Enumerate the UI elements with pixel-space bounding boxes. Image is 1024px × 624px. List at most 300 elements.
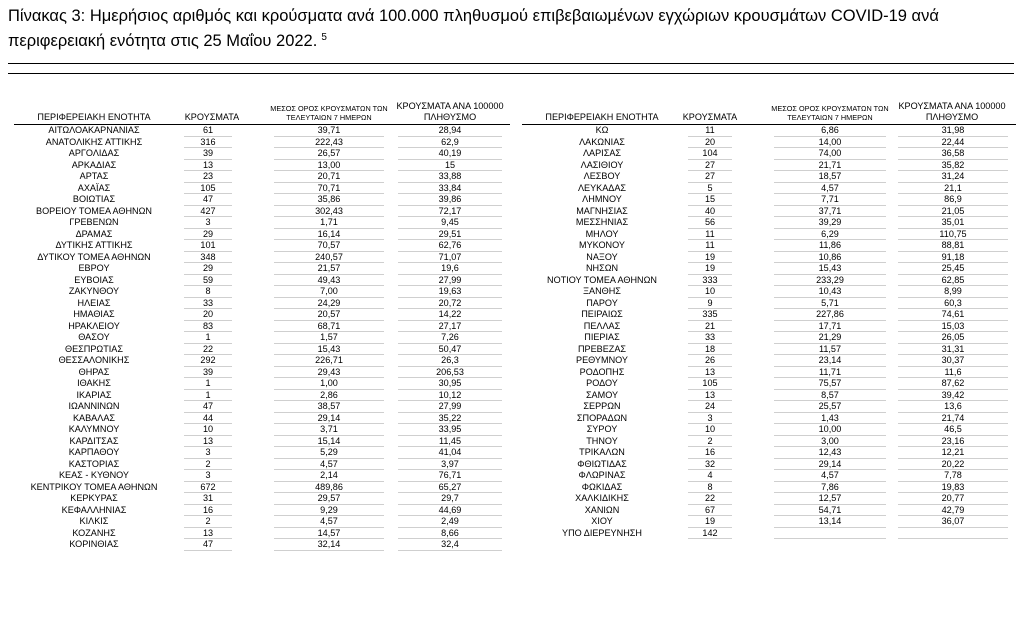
cell-per100k: 62,85 <box>941 274 965 285</box>
cell-per100k: 3,97 <box>441 458 459 469</box>
cell-per100k: 29,51 <box>438 228 462 239</box>
cell-avg7: 70,57 <box>317 240 341 250</box>
header-region: ΠΕΡΙΦΕΡΕΙΑΚΗ ΕΝΟΤΗΤΑ <box>545 111 659 122</box>
cell-cases: 13 <box>704 366 716 377</box>
table-row <box>0 240 516 252</box>
cell-cases: 316 <box>200 136 216 147</box>
cell-region: ΚΑΒΑΛΑΣ <box>72 412 116 423</box>
cell-region: ΧΙΟΥ <box>591 516 613 526</box>
cell-avg7: 10,00 <box>818 424 842 434</box>
cell-region: ΑΧΑΪΑΣ <box>77 182 111 193</box>
table-row <box>512 390 1024 402</box>
cell-per100k: 41,04 <box>438 447 462 457</box>
table-row <box>512 344 1024 356</box>
cell-avg7: 7,00 <box>320 286 338 296</box>
cell-cases: 105 <box>200 182 216 193</box>
table-row <box>512 252 1024 264</box>
table-row <box>0 447 516 459</box>
cell-region: ΠΙΕΡΙΑΣ <box>584 332 620 342</box>
cell-per100k: 8,99 <box>944 286 962 296</box>
cell-region: ΣΠΟΡΑΔΩΝ <box>576 412 628 423</box>
cell-region: ΡΟΔΟΥ <box>586 378 618 388</box>
table-row <box>0 275 516 287</box>
cell-cases: 1 <box>205 389 211 400</box>
cell-cases: 19 <box>704 263 716 273</box>
cell-region: ΚΕΝΤΡΙΚΟΥ ΤΟΜΕΑ ΑΘΗΝΩΝ <box>30 481 158 492</box>
cell-per100k: 29,7 <box>441 493 459 503</box>
cell-avg7: 11,71 <box>818 366 842 377</box>
cell-region: ΠΕΛΛΑΣ <box>583 320 621 331</box>
table-row <box>0 344 516 356</box>
cell-per100k: 35,82 <box>941 159 965 170</box>
cell-region: ΠΑΡΟΥ <box>586 297 618 308</box>
cell-region: ΚΑΡΔΙΤΣΑΣ <box>69 435 119 446</box>
table-row <box>512 447 1024 459</box>
cell-per100k: 88,81 <box>941 240 965 250</box>
cell-per100k: 13,6 <box>944 401 962 411</box>
cell-avg7: 4,57 <box>320 458 338 469</box>
cell-region: ΗΛΕΙΑΣ <box>77 297 111 308</box>
cell-region: ΜΕΣΣΗΝΙΑΣ <box>575 217 629 227</box>
cell-region: ΞΑΝΘΗΣ <box>583 286 621 296</box>
header-cases: ΚΡΟΥΣΜΑΤΑ <box>682 111 738 122</box>
table-row <box>512 332 1024 344</box>
cell-region: ΚΑΛΥΜΝΟΥ <box>68 424 120 434</box>
cell-avg7: 3,00 <box>821 435 839 446</box>
cell-per100k: 19,63 <box>438 286 462 296</box>
cell-region: ΚΟΡΙΝΘΙΑΣ <box>69 539 119 549</box>
cell-avg7: 240,57 <box>315 251 343 262</box>
table-row <box>512 459 1024 471</box>
cell-avg7: 37,71 <box>818 205 842 216</box>
top-rule <box>8 63 1014 64</box>
cell-underline <box>898 538 1008 539</box>
cell-per100k: 31,24 <box>941 171 965 181</box>
cell-region: ΤΗΝΟΥ <box>586 435 618 446</box>
cell-avg7: 5,71 <box>821 297 839 308</box>
cell-per100k: 36,07 <box>941 516 965 526</box>
cell-avg7: 21,29 <box>818 332 842 342</box>
cell-per100k: 33,84 <box>438 182 462 193</box>
cell-avg7: 23,14 <box>818 355 842 365</box>
cell-per100k: 33,95 <box>438 424 462 434</box>
cell-cases: 2 <box>707 435 713 446</box>
cell-avg7: 21,71 <box>818 159 842 170</box>
cell-avg7: 17,71 <box>818 320 842 331</box>
cell-avg7: 11,86 <box>818 240 842 250</box>
table-row <box>0 424 516 436</box>
cell-avg7: 14,00 <box>818 136 842 147</box>
table-row <box>0 413 516 425</box>
cell-region: ΙΚΑΡΙΑΣ <box>76 389 112 400</box>
cell-region: ΛΑΡΙΣΑΣ <box>582 148 622 158</box>
cell-avg7: 29,14 <box>818 458 842 469</box>
rows-left <box>0 125 516 551</box>
cell-region: ΘΑΣΟΥ <box>78 332 110 342</box>
cell-cases: 101 <box>200 240 216 250</box>
header-cases: ΚΡΟΥΣΜΑΤΑ <box>184 111 240 122</box>
table-row <box>512 263 1024 275</box>
table-row <box>0 367 516 379</box>
cell-cases: 11 <box>705 125 715 135</box>
cell-avg7: 8,57 <box>821 389 839 400</box>
cell-region: ΔΡΑΜΑΣ <box>75 228 113 239</box>
cell-cases: 8 <box>205 286 211 296</box>
cell-avg7: 39,29 <box>818 217 842 227</box>
cell-region: ΒΟΙΩΤΙΑΣ <box>72 194 116 204</box>
cell-region: ΝΑΞΟΥ <box>586 251 618 262</box>
cell-cases: 67 <box>704 504 716 515</box>
table-row <box>512 148 1024 160</box>
table-row <box>0 183 516 195</box>
cell-region: ΛΕΥΚΑΔΑΣ <box>577 182 627 193</box>
cell-per100k: 21,1 <box>944 182 962 193</box>
cell-region: ΣΑΜΟΥ <box>585 389 619 400</box>
cell-per100k: 11,6 <box>944 366 962 377</box>
cell-region: ΘΗΡΑΣ <box>78 366 110 377</box>
cell-avg7: 29,43 <box>317 366 341 377</box>
cell-cases: 15 <box>704 194 716 204</box>
cell-cases: 104 <box>702 148 718 158</box>
table-row <box>512 378 1024 390</box>
cell-region: ΔΥΤΙΚΟΥ ΤΟΜΕΑ ΑΘΗΝΩΝ <box>37 251 151 262</box>
table-row <box>512 275 1024 287</box>
cell-per100k: 19,6 <box>441 263 459 273</box>
cell-avg7: 29,14 <box>317 412 341 423</box>
cell-cases: 1 <box>205 332 211 342</box>
table-row <box>0 390 516 402</box>
table-header-left <box>0 98 516 124</box>
cell-region: ΚΑΡΠΑΘΟΥ <box>68 447 120 457</box>
cell-cases: 10 <box>704 286 716 296</box>
table-row <box>0 286 516 298</box>
cell-per100k: 31,98 <box>941 125 965 135</box>
cell-per100k: 14,22 <box>438 309 462 319</box>
cell-per100k: 72,17 <box>438 205 462 216</box>
cell-cases: 427 <box>200 205 216 216</box>
cell-region: ΙΩΑΝΝΙΝΩΝ <box>68 401 120 411</box>
table-row <box>512 401 1024 413</box>
cell-per100k: 50,47 <box>438 343 462 354</box>
cell-avg7: 4,57 <box>320 516 338 526</box>
table-row <box>0 148 516 160</box>
cell-region: ΜΑΓΝΗΣΙΑΣ <box>576 205 628 216</box>
cell-per100k: 26,3 <box>441 355 459 365</box>
cell-region: ΕΒΡΟΥ <box>78 263 110 273</box>
table-row <box>512 528 1024 540</box>
cell-per100k: 31,31 <box>941 343 965 354</box>
cell-region: ΑΙΤΩΛΟΑΚΑΡΝΑΝΙΑΣ <box>48 125 140 135</box>
cell-avg7: 13,14 <box>818 516 842 526</box>
table-row <box>512 309 1024 321</box>
cell-per100k: 28,94 <box>438 125 462 135</box>
cell-region: ΘΕΣΠΡΩΤΙΑΣ <box>65 343 123 354</box>
cell-cases: 335 <box>702 309 718 319</box>
cell-cases: 22 <box>704 493 716 503</box>
cell-avg7: 13,00 <box>317 159 341 170</box>
cell-per100k: 21,74 <box>941 412 965 423</box>
cell-avg7: 1,71 <box>320 217 338 227</box>
cell-underline <box>184 550 232 551</box>
table-row <box>512 183 1024 195</box>
cell-cases: 20 <box>704 136 716 147</box>
table-right-half <box>512 98 1024 539</box>
cell-region: ΚΙΛΚΙΣ <box>79 516 109 526</box>
table-row <box>512 493 1024 505</box>
cell-cases: 27 <box>704 171 716 181</box>
table-row <box>0 229 516 241</box>
cell-avg7: 29,57 <box>317 493 341 503</box>
cell-avg7: 25,57 <box>818 401 842 411</box>
table-row <box>0 470 516 482</box>
table-row <box>512 482 1024 494</box>
table-row <box>512 137 1024 149</box>
cell-avg7: 9,29 <box>320 504 338 515</box>
cell-per100k: 40,19 <box>438 148 462 158</box>
cell-cases: 4 <box>707 470 713 480</box>
cell-region: ΝΟΤΙΟΥ ΤΟΜΕΑ ΑΘΗΝΩΝ <box>547 274 657 285</box>
cell-per100k: 71,07 <box>438 251 462 262</box>
cell-per100k: 42,79 <box>941 504 965 515</box>
table-row <box>0 263 516 275</box>
table-row <box>512 298 1024 310</box>
cell-avg7: 233,29 <box>816 274 844 285</box>
cell-cases: 8 <box>707 481 713 492</box>
cell-region: ΘΕΣΣΑΛΟΝΙΚΗΣ <box>58 355 130 365</box>
cell-cases: 44 <box>202 412 214 423</box>
cell-per100k: 12,21 <box>941 447 965 457</box>
table-row <box>0 309 516 321</box>
table-row <box>0 401 516 413</box>
cell-per100k: 8,66 <box>441 527 459 538</box>
table-row <box>0 252 516 264</box>
table-row <box>0 459 516 471</box>
cell-region: ΑΡΓΟΛΙΔΑΣ <box>68 148 120 158</box>
cell-per100k: 19,83 <box>941 481 965 492</box>
cell-cases: 61 <box>202 125 214 135</box>
cell-per100k: 23,16 <box>941 435 965 446</box>
cell-avg7: 7,86 <box>821 481 839 492</box>
cell-region: ΣΥΡΟΥ <box>586 424 618 434</box>
table-row <box>512 240 1024 252</box>
cell-region: ΖΑΚΥΝΘΟΥ <box>68 286 120 296</box>
cell-cases: 32 <box>704 458 716 469</box>
cell-per100k: 86,9 <box>944 194 962 204</box>
cell-per100k: 20,72 <box>438 297 462 308</box>
table-left-half <box>0 98 516 551</box>
cell-cases: 5 <box>707 182 713 193</box>
cell-cases: 24 <box>704 401 716 411</box>
cell-per100k: 30,95 <box>438 378 462 388</box>
table-row <box>512 125 1024 137</box>
header-region: ΠΕΡΙΦΕΡΕΙΑΚΗ ΕΝΟΤΗΤΑ <box>37 111 151 122</box>
cell-avg7: 38,57 <box>317 401 341 411</box>
cell-per100k: 30,37 <box>941 355 965 365</box>
cell-per100k: 15 <box>444 159 456 170</box>
cell-cases: 11 <box>705 240 715 250</box>
table-row <box>512 367 1024 379</box>
cell-avg7: 5,29 <box>320 447 338 457</box>
caption-text: Πίνακας 3: Ημερήσιος αριθμός και κρούσματα ανά 100.000 πληθυσμού επιβεβαιωμένων εγχώριων κρουσμάτων COVID-19 ανά περιφερειακή ενότητα στις 25 Μαΐου 2022. <box>8 7 939 50</box>
cell-cases: 10 <box>704 424 716 434</box>
cell-region: ΚΩ <box>595 125 609 135</box>
cell-cases: 27 <box>704 159 716 170</box>
cell-per100k: 27,17 <box>438 320 462 331</box>
cell-cases: 47 <box>202 539 214 549</box>
cell-cases: 3 <box>205 447 211 457</box>
cell-per100k: 62,76 <box>438 240 462 250</box>
cell-per100k: 10,12 <box>438 389 462 400</box>
cell-cases: 19 <box>704 516 716 526</box>
cell-avg7: 15,43 <box>317 343 341 354</box>
cell-avg7: 70,71 <box>317 182 341 193</box>
cell-avg7: 32,14 <box>317 539 341 549</box>
cell-region: ΦΛΩΡΙΝΑΣ <box>578 470 626 480</box>
cell-per100k: 35,22 <box>438 412 462 423</box>
cell-cases: 29 <box>202 228 214 239</box>
cell-cases: 39 <box>202 148 214 158</box>
table-row <box>512 171 1024 183</box>
table-row <box>512 160 1024 172</box>
rows-right <box>512 125 1024 539</box>
cell-avg7: 222,43 <box>315 136 343 147</box>
cell-per100k: 25,45 <box>941 263 965 273</box>
cell-cases: 3 <box>707 412 713 423</box>
cell-region: ΚΕΦΑΛΛΗΝΙΑΣ <box>61 504 127 515</box>
table-row <box>0 539 516 551</box>
cell-region: ΛΕΣΒΟΥ <box>583 171 621 181</box>
cell-avg7: 7,71 <box>821 194 839 204</box>
cell-region: ΜΥΚΟΝΟΥ <box>579 240 625 250</box>
cell-cases: 29 <box>202 263 214 273</box>
cell-avg7: 2,14 <box>320 470 338 480</box>
cell-cases: 10 <box>202 424 214 434</box>
cell-avg7: 4,57 <box>821 470 839 480</box>
cell-per100k: 27,99 <box>438 274 462 285</box>
table-row <box>512 355 1024 367</box>
table-row <box>0 171 516 183</box>
cell-avg7: 54,71 <box>818 504 842 515</box>
cell-cases: 348 <box>200 251 216 262</box>
cell-per100k: 110,75 <box>939 228 967 239</box>
table-row <box>512 470 1024 482</box>
cell-cases: 59 <box>202 274 214 285</box>
cell-per100k: 32,4 <box>441 539 459 549</box>
table-row <box>0 321 516 333</box>
cell-avg7: 24,29 <box>317 297 341 308</box>
cell-avg7: 49,43 <box>317 274 341 285</box>
cell-avg7: 1,00 <box>320 378 338 388</box>
cell-avg7: 6,86 <box>821 125 839 135</box>
cell-per100k: 60,3 <box>944 297 962 308</box>
cell-region: ΔΥΤΙΚΗΣ ΑΤΤΙΚΗΣ <box>55 240 133 250</box>
cell-avg7: 6,29 <box>821 228 839 239</box>
cell-region: ΠΕΙΡΑΙΩΣ <box>581 309 623 319</box>
cell-region: ΣΕΡΡΩΝ <box>583 401 621 411</box>
table-row <box>512 413 1024 425</box>
cell-cases: 22 <box>202 343 214 354</box>
cell-per100k: 7,78 <box>944 470 962 480</box>
table-row <box>512 424 1024 436</box>
table-row <box>512 505 1024 517</box>
cell-cases: 33 <box>202 297 214 308</box>
cell-cases: 3 <box>205 217 211 227</box>
cell-cases: 11 <box>705 228 715 239</box>
cell-avg7: 14,57 <box>317 527 341 538</box>
cell-region: ΚΕΑΣ - ΚΥΘΝΟΥ <box>58 470 129 480</box>
cell-avg7: 4,57 <box>821 182 839 193</box>
cell-region: ΑΡΤΑΣ <box>79 171 109 181</box>
table-row <box>0 137 516 149</box>
cell-per100k: 21,05 <box>941 205 965 216</box>
cell-cases: 56 <box>704 217 716 227</box>
table-row <box>512 206 1024 218</box>
cell-cases: 142 <box>702 527 718 538</box>
cell-avg7: 39,71 <box>317 125 341 135</box>
cell-cases: 9 <box>707 297 713 308</box>
header-per100k: ΚΡΟΥΣΜΑΤΑ ΑΝΑ 100000 ΠΛΗΘΥΣΜΟ <box>898 101 1006 122</box>
cell-per100k: 46,5 <box>944 424 962 434</box>
footnote-marker: 5 <box>321 32 327 43</box>
cell-per100k: 65,27 <box>438 481 462 492</box>
cell-per100k: 62,9 <box>441 136 459 147</box>
cell-region: ΦΩΚΙΔΑΣ <box>581 481 623 492</box>
cell-region: ΓΡΕΒΕΝΩΝ <box>69 217 119 227</box>
cell-region: ΙΘΑΚΗΣ <box>77 378 111 388</box>
cell-per100k: 91,18 <box>941 251 965 262</box>
cell-region: ΚΕΡΚΥΡΑΣ <box>70 493 118 503</box>
cell-per100k: 76,71 <box>438 470 462 480</box>
cell-avg7: 75,57 <box>818 378 842 388</box>
cell-region: ΗΡΑΚΛΕΙΟΥ <box>68 320 120 331</box>
cell-avg7: 3,71 <box>320 424 338 434</box>
cell-avg7: 10,86 <box>818 251 842 262</box>
cell-region: ΦΘΙΩΤΙΔΑΣ <box>577 458 627 469</box>
cell-avg7: 20,71 <box>317 171 341 181</box>
cell-cases: 292 <box>200 355 216 365</box>
cell-per100k: 35,01 <box>941 217 965 227</box>
cell-avg7: 12,57 <box>818 493 842 503</box>
cell-avg7: 2,86 <box>320 389 338 400</box>
table-caption <box>8 6 1018 52</box>
cell-region: ΛΑΚΩΝΙΑΣ <box>579 136 625 147</box>
table-row <box>0 355 516 367</box>
cell-region: ΡΟΔΟΠΗΣ <box>579 366 625 377</box>
cell-avg7: 20,57 <box>317 309 341 319</box>
second-rule <box>8 73 1014 74</box>
cell-per100k: 206,53 <box>436 366 464 377</box>
cell-cases: 13 <box>202 435 214 446</box>
cell-avg7: 11,57 <box>818 343 842 354</box>
cell-avg7: 35,86 <box>317 194 341 204</box>
cell-per100k: 9,45 <box>441 217 459 227</box>
cell-avg7: 74,00 <box>818 148 842 158</box>
cell-avg7: 489,86 <box>315 481 343 492</box>
table-row <box>0 482 516 494</box>
cell-avg7: 227,86 <box>816 309 844 319</box>
table-row <box>512 516 1024 528</box>
table-row <box>0 125 516 137</box>
cell-cases: 13 <box>202 527 214 538</box>
cell-cases: 20 <box>202 309 214 319</box>
cell-per100k: 2,49 <box>441 516 459 526</box>
cell-avg7: 15,43 <box>818 263 842 273</box>
cell-cases: 33 <box>704 332 716 342</box>
cell-per100k: 36,58 <box>941 148 965 158</box>
cell-per100k: 27,99 <box>438 401 462 411</box>
cell-per100k: 15,03 <box>941 320 965 331</box>
cell-region: ΚΑΣΤΟΡΙΑΣ <box>68 458 120 469</box>
